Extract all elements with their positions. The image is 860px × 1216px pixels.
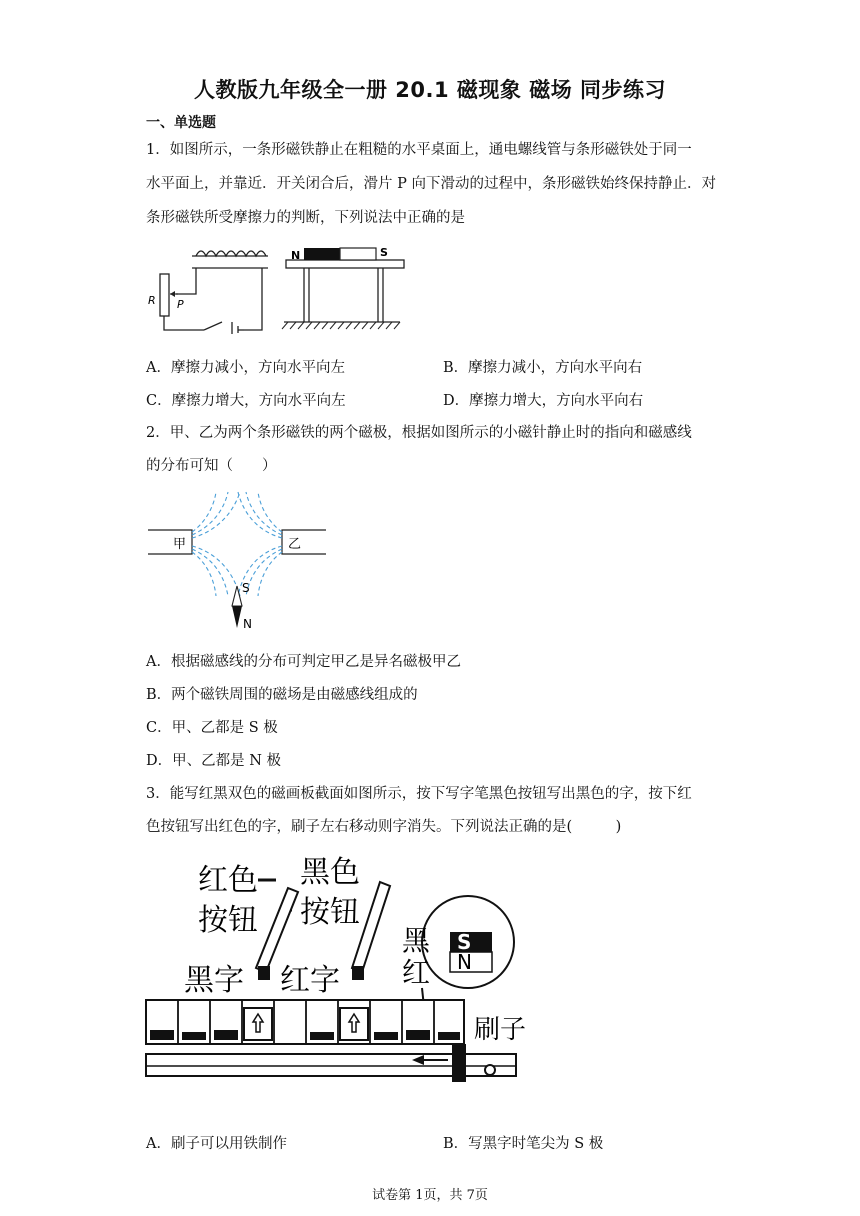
q3-red-button-label-1: 红色	[198, 863, 258, 898]
page-footer: 试卷第 1页，共 7页	[372, 1188, 488, 1203]
q3-red-button-label-2: 按钮	[198, 903, 258, 938]
section-heading: 一、单选题	[146, 115, 216, 131]
q1-label-s: S	[380, 246, 388, 259]
q3-black-button-label-2: 按钮	[300, 895, 360, 930]
q1-figure-solenoid-magnet	[144, 238, 406, 334]
q3-line-2: 色按钮写出红色的字，刷子左右移动则字消失。下列说法正确的是( )	[146, 819, 622, 835]
q2-option-c[interactable]: C．甲、乙都是 S 极	[146, 720, 278, 736]
q2-line-2: 的分布可知（ ）	[146, 458, 277, 474]
q1-option-a[interactable]: A．摩擦力减小，方向水平向左	[146, 360, 345, 376]
q3-zoom-n-label: N	[457, 950, 472, 974]
q3-figure-magnetic-board	[140, 848, 534, 1088]
q2-needle-s-label: S	[242, 581, 250, 595]
q1-label-r: R	[148, 294, 156, 307]
q3-option-b[interactable]: B．写黑字时笔尖为 S 极	[443, 1136, 604, 1152]
q3-line-1: 3．能写红黑双色的磁画板截面如图所示，按下写字笔黑色按钮写出黑色的字，按下红	[146, 786, 692, 802]
q3-black-button-label-1: 黑色	[300, 855, 360, 890]
q2-right-pole-label: 乙	[288, 537, 302, 552]
q3-option-a[interactable]: A．刷子可以用铁制作	[146, 1136, 287, 1152]
q1-label-n: N	[291, 249, 301, 262]
q2-left-pole-label: 甲	[173, 537, 187, 552]
q2-option-a[interactable]: A．根据磁感线的分布可判定甲乙是异名磁极甲乙	[146, 654, 461, 670]
q1-line-3: 条形磁铁所受摩擦力的判断，下列说法中正确的是	[146, 210, 465, 226]
q3-zoom-s-label: S	[457, 930, 472, 954]
q1-line-1: 1．如图所示，一条形磁铁静止在粗糙的水平桌面上，通电螺线管与条形磁铁处于同一	[146, 142, 692, 158]
q1-line-2: 水平面上，并靠近．开关闭合后，滑片 P 向下滑动的过程中，条形磁铁始终保持静止．对	[146, 176, 716, 192]
q3-brush-label: 刷子	[474, 1015, 527, 1045]
q1-option-d[interactable]: D．摩擦力增大，方向水平向右	[443, 393, 644, 409]
q1-option-b[interactable]: B．摩擦力减小，方向水平向右	[443, 360, 643, 376]
page-title: 人教版九年级全一册 20.1 磁现象 磁场 同步练习	[193, 78, 667, 102]
q1-label-p: P	[177, 298, 184, 311]
q3-red-char-label: 红字	[280, 963, 340, 998]
q2-option-d[interactable]: D．甲、乙都是 N 极	[146, 753, 282, 769]
q3-black-char-label: 黑字	[184, 963, 244, 998]
q2-option-b[interactable]: B．两个磁铁周围的磁场是由磁感线组成的	[146, 687, 418, 703]
q2-needle-n-label: N	[243, 617, 252, 631]
q3-zoom-black-label: 黑	[402, 924, 431, 957]
q3-zoom-red-label: 红	[402, 956, 431, 989]
q1-option-c[interactable]: C．摩擦力增大，方向水平向左	[146, 393, 346, 409]
q2-line-1: 2．甲、乙为两个条形磁铁的两个磁极，根据如图所示的小磁针静止时的指向和磁感线	[146, 425, 692, 441]
q2-figure-field-lines	[144, 488, 330, 634]
